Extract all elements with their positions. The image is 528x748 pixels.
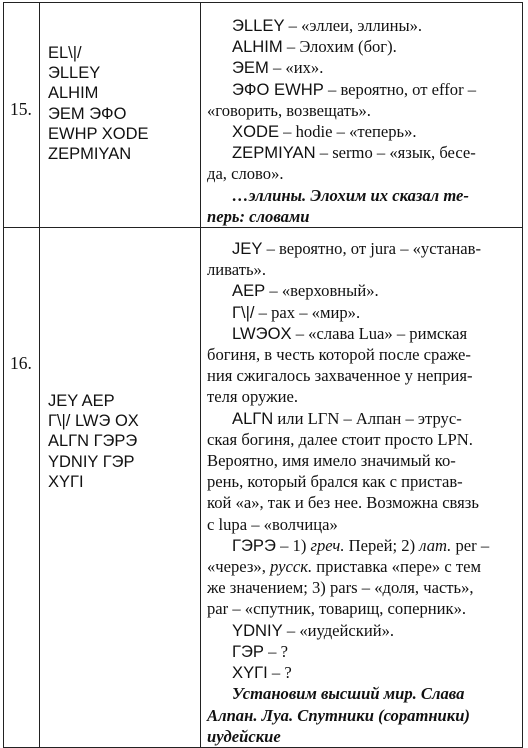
gloss-line: [232, 408, 516, 429]
gloss-text: – «их».: [268, 58, 324, 78]
glossary-table: [3, 2, 523, 748]
source-line: ZEPMIYAN: [48, 145, 132, 164]
gloss-text: – sermo – «язык, бесе-: [315, 143, 476, 163]
translation-line: перь: словами: [207, 206, 310, 226]
gloss-term: ЭФО EWHP: [232, 79, 324, 99]
row-number-cell: [4, 228, 40, 748]
gloss-line: [232, 79, 516, 100]
gloss-text: Перей; 2): [344, 535, 420, 555]
gloss-line: [207, 492, 516, 513]
gloss-line: [207, 471, 516, 492]
gloss-line: [207, 365, 516, 386]
gloss-line: [232, 36, 516, 57]
commentary-cell: [201, 3, 523, 228]
gloss-text: «говорить, возвещать».: [207, 100, 371, 120]
gloss-line: [232, 641, 516, 662]
gloss-term: ГЭР: [232, 641, 264, 661]
source-line: JEY AEP: [48, 392, 115, 411]
gloss-text: рень, который брался как с пристав-: [207, 472, 463, 492]
gloss-italic: греч.: [310, 535, 345, 555]
gloss-term: ЭLLEY: [232, 16, 285, 35]
gloss-line: [232, 323, 516, 344]
gloss-line: [232, 121, 516, 142]
gloss-text: – «слава Lua» – римская: [291, 323, 468, 343]
gloss-text: par – «спутник, товарищ, соперник».: [207, 599, 467, 619]
gloss-term: ALГN: [232, 408, 274, 428]
table-row: [4, 3, 523, 228]
gloss-text: – «верховный».: [265, 281, 379, 301]
gloss-text: да, слово».: [207, 164, 284, 184]
gloss-line: [232, 57, 516, 78]
source-line: ЭLLEY: [48, 64, 101, 83]
gloss-text: per –: [451, 535, 490, 555]
gloss-list: [207, 238, 516, 535]
gloss-term: XODE: [232, 122, 280, 142]
table-row: [4, 228, 523, 748]
row-number: 16.: [10, 353, 32, 374]
gloss-term: Г\|/: [232, 302, 255, 322]
gloss-italic: русск.: [270, 557, 313, 577]
gloss-line: [207, 429, 516, 450]
gloss-text: богиня, в честь которой после сраже-: [207, 345, 471, 365]
gloss-text: «через»,: [207, 557, 271, 577]
gloss-list: [232, 620, 516, 684]
gloss-term: AEP: [232, 281, 266, 301]
gloss-line: [207, 450, 516, 471]
gloss-text: – вероятно, от effor –: [323, 79, 477, 99]
translation-line: Установим высший мир. Слава: [232, 684, 465, 704]
gloss-line: [232, 238, 516, 259]
gloss-text: – «иудейский».: [282, 620, 395, 640]
gloss-text: приставка «пере» с тем: [312, 557, 481, 577]
source-line: EWHP XODE: [48, 124, 149, 143]
gloss-line: [207, 386, 516, 407]
source-line: ЭЕМ ЭФО: [48, 104, 127, 123]
gloss-text: – «эллеи, эллины».: [284, 16, 423, 35]
gloss-term: JEY: [232, 239, 263, 259]
translation: [207, 185, 516, 227]
source-line: Г\|/ LWЭ OX: [48, 412, 139, 431]
gloss-text: – ?: [267, 663, 292, 683]
gloss-text: или LГN – Алпан – этрус-: [273, 408, 462, 428]
gloss-line: [207, 100, 516, 121]
gloss-text: ливать».: [207, 260, 266, 280]
gloss-term: ЭЕМ: [232, 58, 269, 78]
gloss-text: ская богиня, далее стоит просто LPN.: [207, 429, 473, 449]
gloss-text: – ?: [263, 641, 288, 661]
commentary: [201, 3, 522, 227]
gloss-text: – Элохим (бог).: [282, 37, 397, 57]
gloss-line: [207, 163, 516, 184]
gloss-term: ГЭРЭ: [232, 535, 276, 555]
gloss-text: теля оружие.: [207, 387, 298, 407]
gloss-line: [232, 142, 516, 163]
gloss-text: с lupa – «волчица»: [207, 514, 338, 534]
row-number: 15.: [10, 99, 32, 119]
gloss-text: – hodie – «теперь».: [279, 122, 417, 142]
gerr-gloss: [207, 535, 516, 620]
source-line: ALГN ГЭРЭ: [48, 432, 138, 451]
gloss-text: – pax – «мир».: [254, 302, 361, 322]
gloss-text: ния сжигалось захваченное у неприя-: [207, 366, 473, 386]
gloss-line: [232, 302, 516, 323]
gloss-line: [232, 662, 516, 683]
source-line: ALHIM: [48, 84, 99, 103]
gloss-line: [207, 514, 516, 535]
commentary-cell: [201, 228, 523, 748]
commentary: [201, 228, 522, 747]
translation-line: иудейские: [207, 726, 281, 746]
source-text: [40, 228, 200, 492]
gloss-term: ZEPMIYAN: [232, 143, 316, 163]
source-cell: [40, 3, 201, 228]
source-line: EL\|/: [48, 44, 82, 62]
gloss-text: же значением; 3) pars – «доля, часть»,: [207, 578, 474, 598]
gloss-term: ALHIM: [232, 37, 283, 57]
translation-line: Алпан. Луа. Спутники (соратники): [207, 705, 470, 725]
translation: [207, 683, 516, 747]
gloss-italic: лат.: [419, 535, 452, 555]
gloss-line: [207, 344, 516, 365]
gloss-text: – вероятно, от jura – «устанав-: [262, 239, 482, 259]
gloss-text: кой «a», так и без нее. Возможна связь: [207, 493, 479, 513]
gloss-line: [232, 620, 516, 641]
gloss-term: YDNIY: [232, 620, 283, 640]
source-text: [40, 3, 200, 164]
row-number-cell: [4, 3, 40, 228]
gloss-term: LWЭOX: [232, 323, 292, 343]
gloss-text: Вероятно, имя имело значимый ко-: [207, 451, 456, 471]
source-line: YDNIY ГЭР: [48, 452, 135, 471]
translation-line: …эллины. Элохим их сказал те-: [232, 185, 469, 205]
source-line: XYГI: [48, 472, 84, 491]
gloss-line: [232, 280, 516, 301]
gloss-line: [207, 259, 516, 280]
gloss-text: – 1): [275, 535, 311, 555]
gloss-term: XYГI: [232, 663, 268, 683]
gloss-list: [207, 15, 516, 185]
source-cell: [40, 228, 201, 748]
gloss-line: [232, 15, 516, 36]
